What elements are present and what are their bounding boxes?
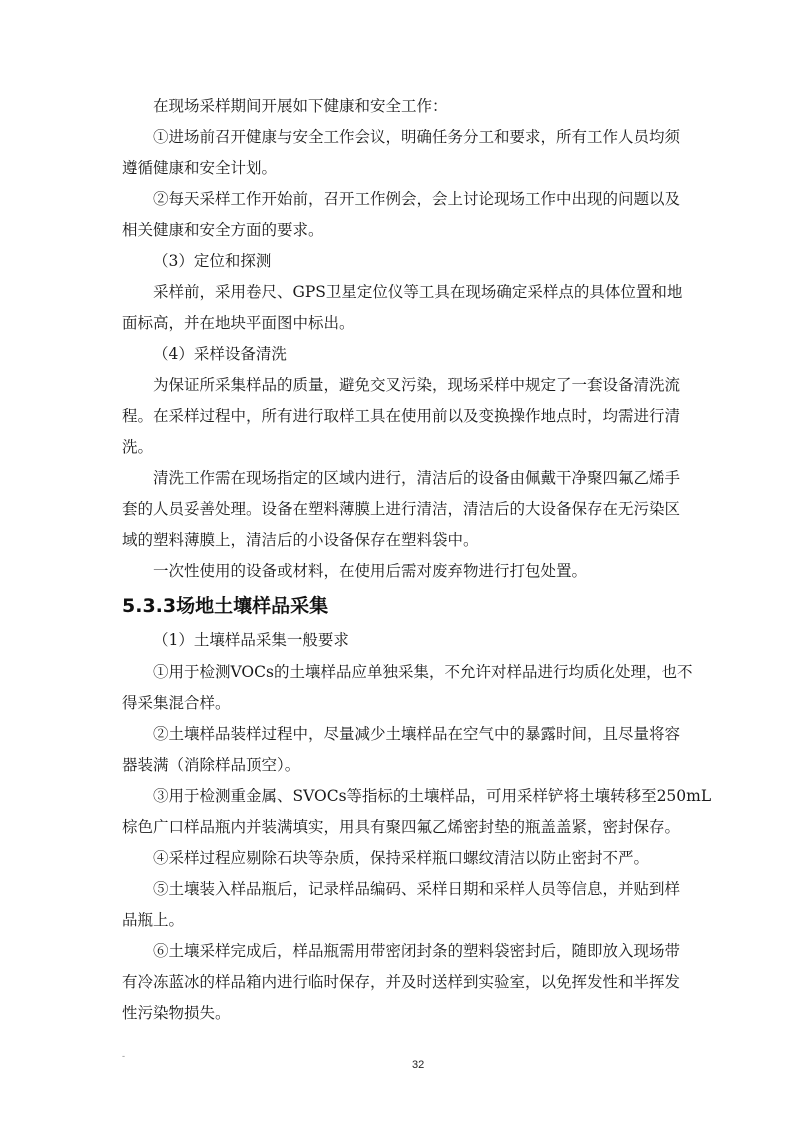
document-page: 在现场采样期间开展如下健康和安全工作： ①进场前召开健康与安全工作会议，明确任务分工和要求，所有工作人员均须 遵循健康和安全计划。 ②每天采样工作开始前，召开工作例会，会上讨论现场工作中出现的问题以及 相关健康和安全方面的要求。 （3）定位和探测 采样前，采用卷尺、GPS卫星定位仪等工具在现场确定采样点的具体位置和地 面标高，并在地块平面图中标出。 （4）采样设备清洗 为保证所采集样品的质量，避免交叉污染，现场采样中规定了一套设备清洗流 程。在采样过程中，所有进行取样工具在使用前以及变换操作地点时，均需进行清 洗。 清洗工作需在现场指定的区域内进行，清洁后的设备由佩戴干净聚四氟乙烯手 套的人员妥善处理。设备在塑料薄膜上进行清洁，清洁后的大设备保存在无污染区 域的塑料薄膜上，清洁后的小设备保存在塑料袋中。 一次性使用的设备或材料，在使用后需对废弃物进行打包处置。 5.3.3场地土壤样品采集 （1）土壤样品采集一般要求 ①用于检测VOCs的土壤样品应单独采集，不允许对样品进行均质化处理，也不 得采集混合样。 ②土壤样品装样过程中，尽量减少土壤样品在空气中的暴露时间，且尽量将容 器装满（消除样品顶空）。 ③用于检测重金属、SVOCs等指标的土壤样品，可用采样铲将土壤转移至250mL 棕色广口样品瓶内并装满填实，用具有聚四氟乙烯密封垫的瓶盖盖紧，密封保存。 ④采样过程应剔除石块等杂质，保持采样瓶口螺纹清洁以防止密封不严。 ⑤土壤装入样品瓶后，记录样品编码、采样日期和采样人员等信息，并贴到样 品瓶上。 ⑥土壤采样完成后，样品瓶需用带密闭封条的塑料袋密封后，随即放入现场带 有冷冻蓝冰的样品箱内进行临时保存，并及时送样到实验室，以免挥发性和半挥发 性污染物损失。 - 32 xyxy=(122,97,712,1071)
page-number: 32 xyxy=(412,1059,425,1071)
section-heading: 5.3.3场地土壤样品采集 xyxy=(122,595,329,617)
footer-mark: - xyxy=(122,1052,126,1062)
